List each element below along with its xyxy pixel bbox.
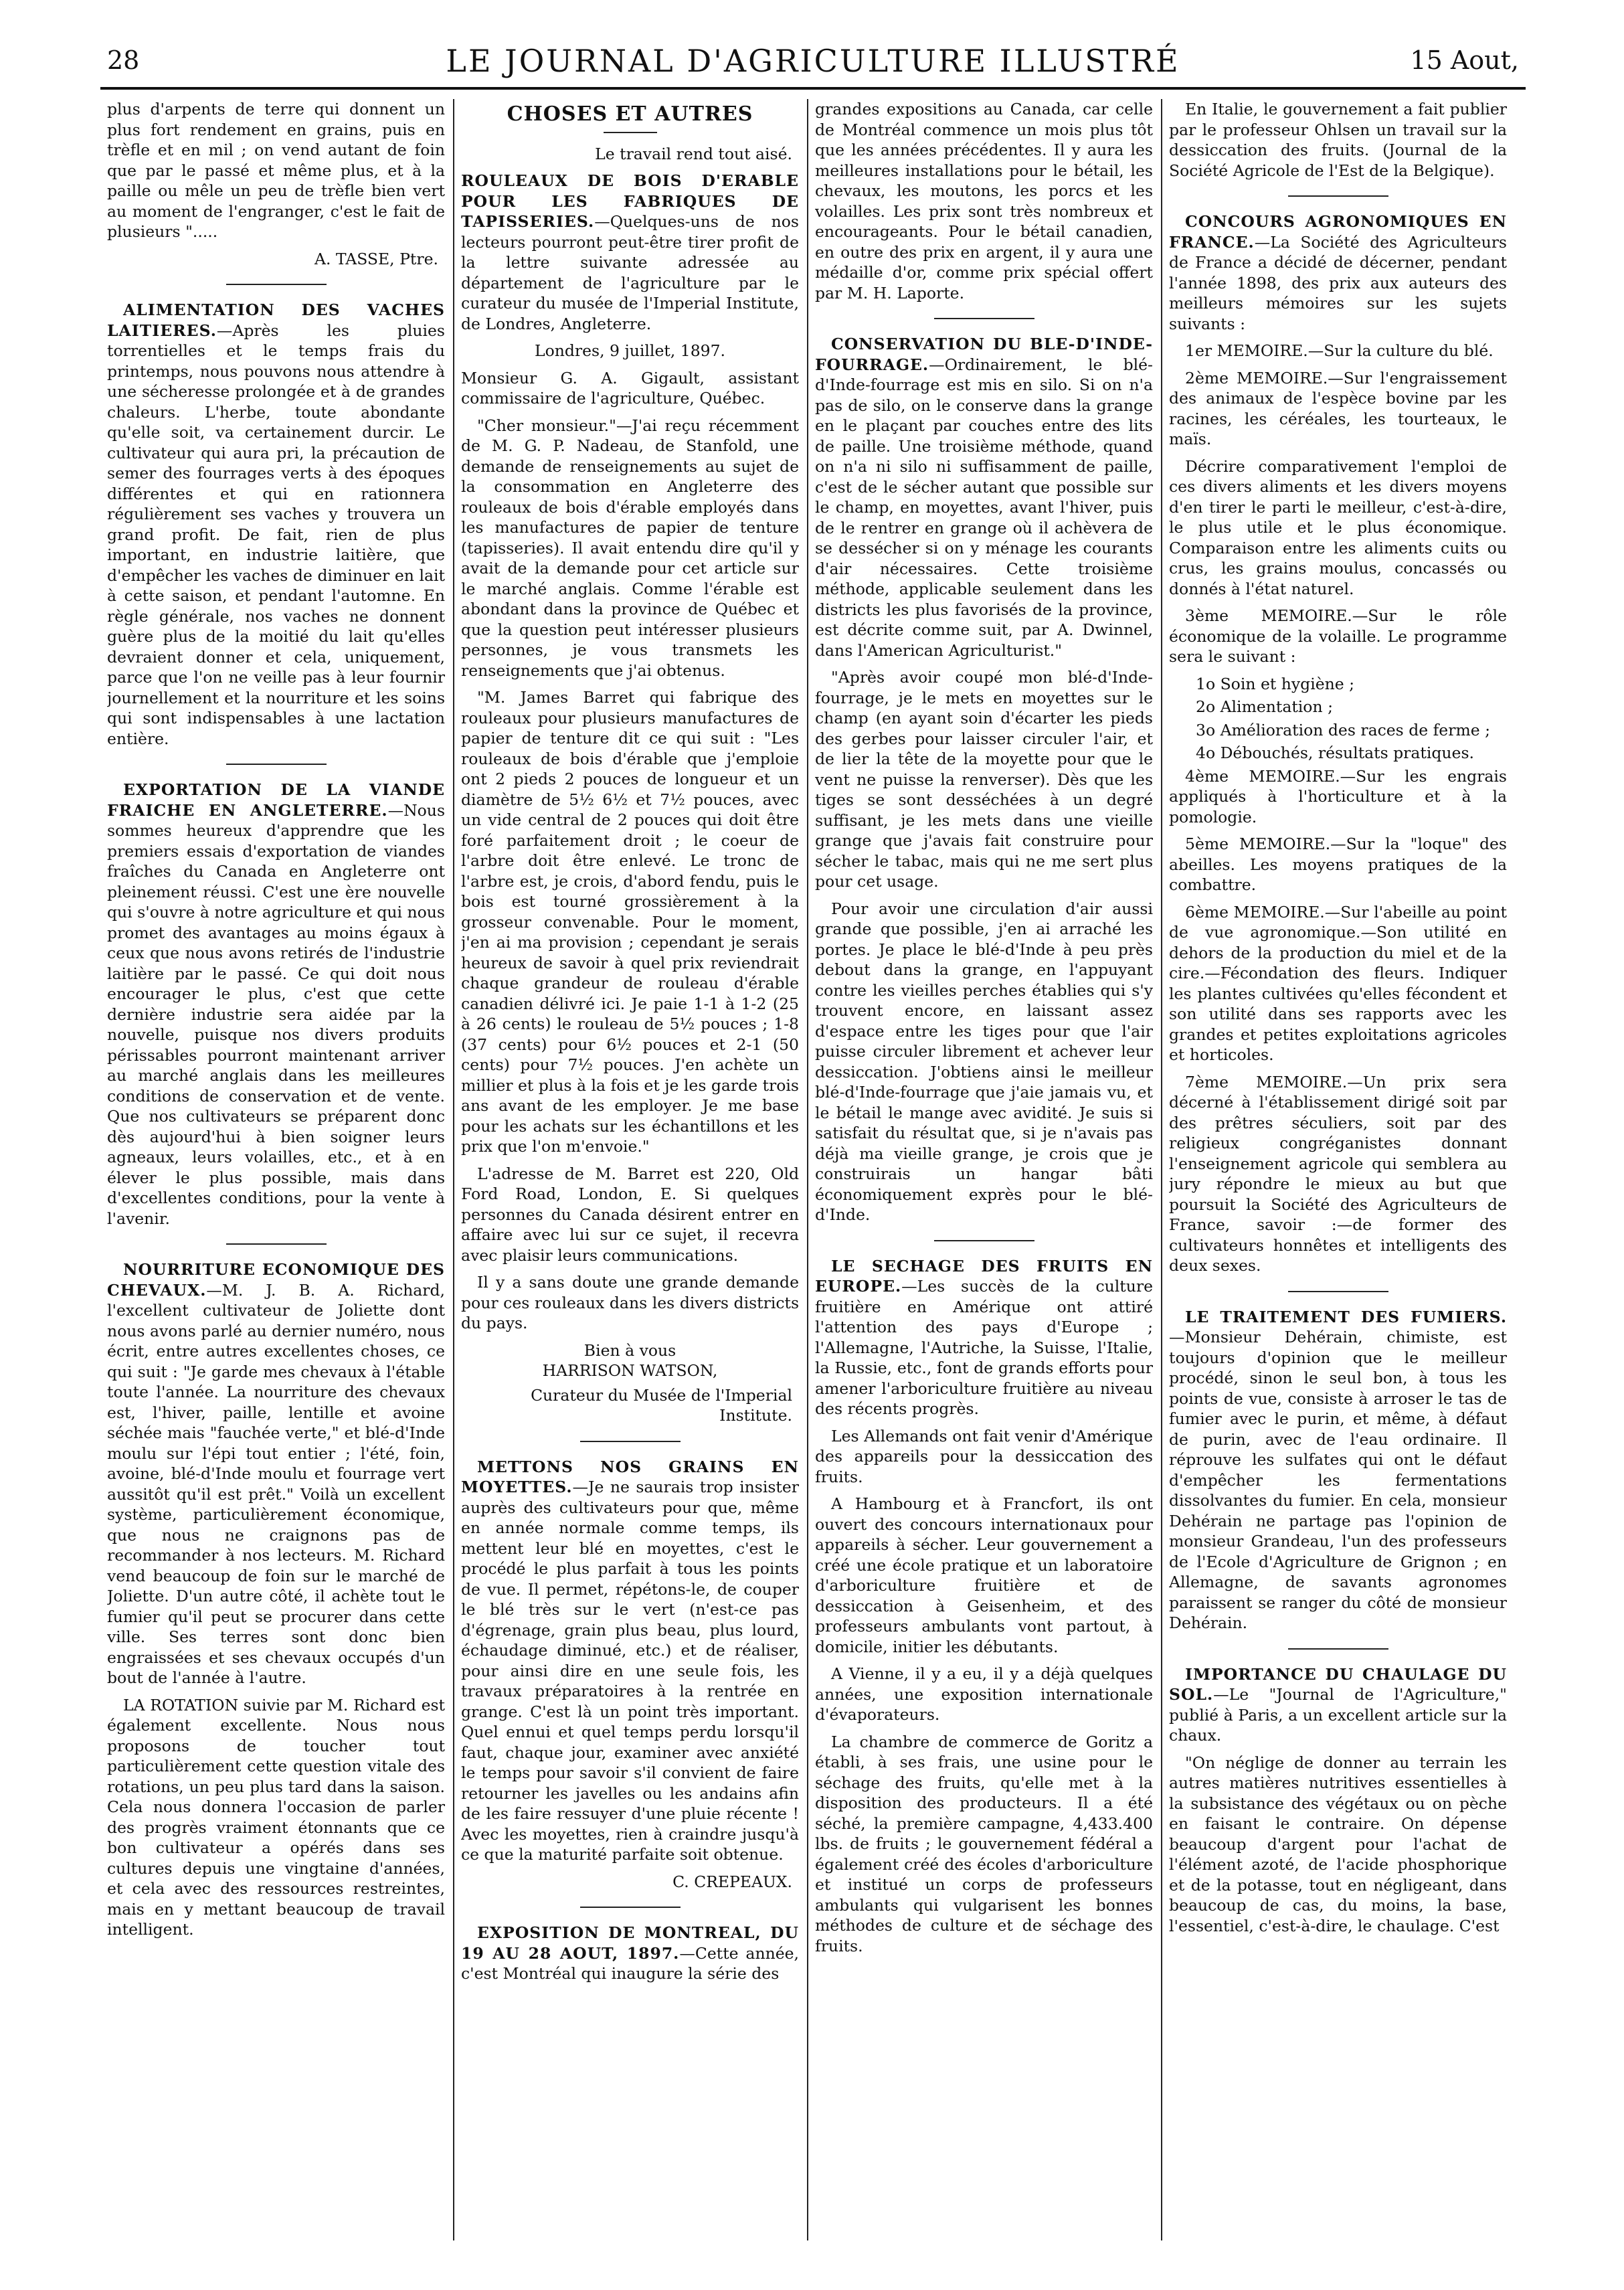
separator: [226, 1243, 327, 1245]
article-body: —Les succès de la culture fruitière en Amérique ont attiré l'attention des pays d'Europe ; l'Allemagne, l'Autriche, la Suisse, l'Italie, la Russie, etc., font de grands efforts pour amener l'arboriculture fruitière au niveau des récents progrès.: [815, 1277, 1153, 1418]
signer-name: HARRISON WATSON,: [542, 1361, 718, 1380]
paragraph: A Vienne, il y a eu, il y a déjà quelques années, une exposition internationale d'évaporateurs.: [815, 1664, 1153, 1724]
article-body: —La Société des Agriculteurs de France a décidé de décerner, pendant l'année 1898, des prix aux auteurs des meilleurs mémoires sur les sujets suivants :: [1169, 232, 1507, 333]
article-body: —Cette année, c'est Montréal qui inaugure la série des: [461, 1943, 799, 1983]
column-2: [461, 99, 799, 2240]
article-body: —Je ne saurais trop insister auprès des cultivateurs pour que, même en année normale comme temps, ils mettent leur blé en moyettes, c'est le procédé le plus parfait à tous les points de vue. Il permet, répétons-le, de couper le blé très sur le vert (n'est-ce pas d'égrenage, grain plus beau, plus lourd, échaudage diminué, etc.) et de réaliser, pour ainsi dire en une seule fois, les travaux préparatoires à la rentrée en grange. C'est là un point très important. Quel ennui et quel temps perdu lorsqu'il faut, chaque jour, examiner avec anxiété le temps pour savoir s'il convient de faire retourner les javelles ou les andains afin de les faire ressuyer d'une pluie récente ! Avec les moyettes, rien à craindre jusqu'à ce que la maturité parfaite soit obtenue.: [461, 1478, 799, 1864]
article-conservation: [815, 334, 1153, 660]
paragraph: A Hambourg et à Francfort, ils ont ouvert des concours internationaux pour appareils à sécher. Leur gouvernement a créé une école pratique et un laboratoire d'arboriculture fruitière et de dessiccation à Geisenheim, et des professeurs ambulants vont partout, à domicile, initier les débutants.: [815, 1494, 1153, 1656]
article-heading: ROULEAUX DE BOIS D'ERABLE POUR LES FABRIQUES DE TAPISSERIES.: [461, 171, 799, 231]
article-exposition: [461, 1923, 799, 1984]
signature: A. TASSE, Ptre.: [314, 249, 438, 268]
column-3: [815, 99, 1153, 2240]
section-heading: CHOSES ET AUTRES: [507, 102, 753, 126]
memoire-item: 5ème MEMOIRE.—Sur la "loque" des abeilles. Les moyens pratiques de la combattre.: [1169, 834, 1507, 894]
article-body: —M. J. B. A. Richard, l'excellent cultivateur de Joliette dont nous avons parlé au dernier numéro, nous écrit, entre autres excellentes choses, ce qui suit : "Je garde mes chevaux à l'étable toute l'année. La nourriture des chevaux est, l'hiver, paille, lentille et avoine séchée mais "fauchée verte," et blé-d'Inde moulu sur l'épi tout entier ; l'été, foin, avoine, blé-d'Inde moulu et fourrage vert aussitôt qu'il est prêt." Voilà un excellent système, particulièrement économique, que nous ne craignons pas de recommander à nos lecteurs. M. Richard vend beaucoup de foin sur le marché de Joliette. D'un autre côté, il achète tout le fumier qu'il peut se procurer dans cette ville. Ses terres sont donc bien engraissées et ses chevaux occupés d'un bout de l'année à l'autre.: [107, 1280, 445, 1687]
article-heading: EXPOSITION DE MONTREAL, DU 19 AU 28 AOUT, 1897.: [461, 1923, 799, 1963]
paragraph: La chambre de commerce de Goritz a établi, à ses frais, une usine pour le séchage des fruits, qu'elle met à la disposition des producteurs. Il a été séché, la première campagne, 4,433.400 lbs. de fruits ; le gouvernement fédéral a également créé des écoles d'arboriculture et institué un corps de professeurs ambulants qui vulgarisent les bonnes méthodes de culture et de séchage des fruits.: [815, 1732, 1153, 1955]
article-heading: LE SECHAGE DES FRUITS EN EUROPE.: [815, 1256, 1153, 1296]
column-rule: [1161, 99, 1162, 2240]
column-rule: [807, 99, 808, 2240]
separator: [934, 318, 1034, 319]
paragraph: Les Allemands ont fait venir d'Amérique des appareils pour la dessiccation des fruits.: [815, 1426, 1153, 1486]
article-heading: EXPORTATION DE LA VIANDE FRAICHE EN ANGLETERRE.: [107, 780, 445, 820]
issue-date: 15 Aout,: [1410, 46, 1519, 75]
memoire-item: 3ème MEMOIRE.—Sur le rôle économique de la volaille. Le programme sera le suivant :: [1169, 606, 1507, 666]
separator: [580, 1441, 681, 1442]
paragraph: Il y a sans doute une grande demande pour ces rouleaux dans les divers districts du pays.: [461, 1273, 799, 1332]
separator: [604, 132, 657, 133]
paragraph: "Cher monsieur."—J'ai reçu récemment de M. G. P. Nadeau, de Stanfold, une demande de renseignements au sujet de la consommation en Angleterre des rouleaux de bois d'érable employés dans les manufactures de papier de tenture (tapisseries). Il avait entendu dire qu'il y avait de la demande pour cet article sur le marché anglais. Comme l'érable est abondant dans la province de Québec et que la question peut intéresser plusieurs personnes, je vous transmets les renseignements que j'ai obtenus.: [461, 416, 799, 680]
memoire-item: 7ème MEMOIRE.—Un prix sera décerné à l'établissement dirigé soit par des prêtres séculiers, soit par des religieux congréganistes donnant l'enseignement agricole qui semblera au jury répondre le mieux au but que poursuit la Société des Agriculteurs de France, savoir :—de former des cultivateurs honnêtes et intelligents des deux sexes.: [1169, 1072, 1507, 1275]
paragraph: "M. James Barret qui fabrique des rouleaux pour plusieurs manufactures de papier de tenture dit ce qui suit : "Les rouleaux de bois d'érable que j'emploie ont 2 pieds 2 pouces de longueur et un diamètre de 5½ 6½ et 7½ pouces, avec un vide central de 2 pouces qui doit être foré parfaitement droit ; le coeur de l'arbre doit être enlevé. Le tronc de l'arbre est, je crois, d'abord fendu, puis le bois est tourné grossièrement à la grosseur convenable. Pour le moment, j'en ai ma provision ; cependant je serais heureux de savoir à quel prix reviendrait chaque grandeur de rouleau d'érable canadien délivré ici. Je paie 1-1 à 1-2 (25 à 26 cents) le rouleau de 5½ pouces ; 1-8 (37 cents) pour 6½ pouces et 2-1 (50 cents) pour 7½ pouces. J'en achète un millier et plus à la fois et je les garde trois ans avant de les employer. Je me base pour les achats sur les échantillons et les prix que l'on m'envoie.": [461, 688, 799, 1156]
article-concours: [1169, 211, 1507, 334]
page-number: 28: [107, 46, 140, 75]
article-alimentation: [107, 300, 445, 749]
article-heading: CONSERVATION DU BLE-D'INDE-FOURRAGE.: [815, 335, 1153, 374]
memoire-item: 1er MEMOIRE.—Sur la culture du blé.: [1185, 341, 1494, 360]
list-item: 2o Alimentation ;: [1196, 697, 1333, 716]
address: Monsieur G. A. Gigault, assistant commissaire de l'agriculture, Québec.: [461, 368, 799, 408]
list-item: 3o Amélioration des races de ferme ;: [1196, 720, 1491, 739]
article-fumiers: [1169, 1307, 1507, 1634]
paragraph: grandes expositions au Canada, car celle de Montréal commence un mois plus tôt que les années précédentes. Il y aura les meilleures installations pour le bétail, les chevaux, les moutons, les porcs et les volailles. Les prix sont très nombreux et encourageants. Pour le bétail canadien, en outre des prix en argent, il y aura une médaille d'or, comme prix spécial offert par M. H. Laporte.: [815, 100, 1153, 302]
masthead: [100, 40, 1526, 90]
article-body: —Nous sommes heureux d'apprendre que les premiers essais d'exportation de viandes fraîches du Canada en Angleterre ont pleinement réussi. C'est une ère nouvelle qui s'ouvre à notre agriculture et qui nous promet des avantages au moins égaux à ceux que nous avons retirés de l'industrie laitière par le passé. Ce qui doit nous encourager le plus, c'est que cette dernière industrie sera aidée par la nouvelle, puisque nos divers produits périssables pourront maintenant arriver au marché anglais dans les meilleures conditions de conservation et de vente. Que nos cultivateurs se préparent donc dès aujourd'hui à bien soigner leurs agneaux, leurs volailles, etc., et à en élever le plus possible, mais dans d'excellentes conditions, pour la vente à l'avenir.: [107, 800, 445, 1228]
separator: [1288, 195, 1388, 197]
article-body: —Ordinairement, le blé-d'Inde-fourrage est mis en silo. Si on n'a pas de silo, on le conserve dans la grange en le plaçant par couches entre des lits de paille. Une troisième méthode, quand on n'a ni silo ni suffisamment de paille, c'est de le sécher autant que possible sur le champ, en moyettes, avant l'hiver, puis de le rentrer en grange où il achèvera de se dessécher si on y ménage les courants d'air nécessaires. Cette troisième méthode, applicable seulement dans les districts les plus favorisés de la province, est décrite comme suit, par A. Dwinnel, dans l'American Agriculturist.": [815, 355, 1153, 660]
article-rouleaux: [461, 171, 799, 334]
closing: Bien à vous: [583, 1340, 676, 1360]
separator: [580, 1907, 681, 1908]
signature: C. CREPEAUX.: [672, 1872, 792, 1891]
separator: [1288, 1648, 1388, 1650]
list-item: 4o Débouchés, résultats pratiques.: [1196, 743, 1474, 762]
article-heading: NOURRITURE ECONOMIQUE DES CHEVAUX.: [107, 1260, 445, 1300]
article-body: —Après les pluies torrentielles et le temps frais du printemps, nous pouvons nous attendre à une sécheresse prolongée et à de grandes chaleurs. L'herbe, toute abondante qu'elle soit, va certainement durcir. Le cultivateur qui aura pri, la précaution de semer des fourrages verts à des époques différentes et qui en rationnera régulièrement ses vaches y trouvera un grand profit. De fait, rien de plus important, en industrie laitière, que d'empêcher les vaches de diminuer en lait à cette saison, et pendant l'automne. En règle générale, nos vaches ne donnent guère plus de la moitié du lait qu'elles devraient donner et cela, uniquement, parce que l'on ne veille pas à leur fournir journellement et la nourriture et les soins qui sont indispensables à une lactation entière.: [107, 321, 445, 748]
paragraph: "Après avoir coupé mon blé-d'Inde-fourrage, je le mets en moyettes sur le champ (en ayant soin d'écarter les pieds des gerbes pour laisser circuler l'air, et de lier la tête de la moyette pour que le vent ne puisse la renverser). Dès que les tiges se sont desséchées à un degré suffisant, je les mets dans une vieille grange que j'avais fait construire pour sécher le tabac, mais qui ne me sert plus pour cet usage.: [815, 668, 1153, 891]
article-body: —Quelques-uns de nos lecteurs pourront peut-être tirer profit de la lettre suivante adressée au département de l'agriculture par le curateur du musée de l'Imperial Institute, de Londres, Angleterre.: [461, 212, 799, 333]
memoire-item: 6ème MEMOIRE.—Sur l'abeille au point de vue agronomique.—Son utilité en dehors de la production du miel et de la cire.—Fécondation des fleurs. Indiquer les plantes cultivées qu'elles fécondent et son utilité dans ses rapports avec les grandes et petites exploitations agricoles et horticoles.: [1169, 902, 1507, 1064]
column-4: [1169, 99, 1507, 2240]
article-sechage: [815, 1256, 1153, 1419]
dateline: Londres, 9 juillet, 1897.: [534, 341, 726, 360]
separator: [226, 284, 327, 285]
paragraph: Décrire comparativement l'emploi de ces divers aliments et les divers moyens d'en tirer le parti le meilleur, c'est-à-dire, le plus utile et le plus économique. Comparaison entre les aliments cuits ou crus, les grains moulus, concassés ou donnés à l'état naturel.: [1169, 456, 1507, 598]
separator: [1288, 1291, 1388, 1292]
paragraph: L'adresse de M. Barret est 220, Old Ford Road, London, E. Si quelques personnes du Canada désirent entrer en affaire avec lui sur ce sujet, il recevra avec plaisir leurs communications.: [461, 1164, 799, 1265]
paragraph: Pour avoir une circulation d'air aussi grande que possible, j'en ai arraché les portes. Je place le blé-d'Inde à peu près debout dans la grange, en l'appuyant contre les vieilles perches établies qui s'y trouvent encore, en laissant assez d'espace entre les tiges pour que l'air puisse circuler librement et achever leur dessiccation. J'obtiens ainsi le meilleur blé-d'Inde-fourrage que j'aie jamais vu, et le bétail le mange avec avidité. Je suis si satisfait du résultat que, si je n'avais pas déjà ma vieille grange, je crois que je construirais un hangar bâti économiquement exprès pour le blé-d'Inde.: [815, 899, 1153, 1224]
motto: Le travail rend tout aisé.: [595, 144, 792, 163]
program-list: [1169, 674, 1507, 764]
article-body: —Le "Journal de l'Agriculture," publié à Paris, a un excellent article sur la chaux.: [1169, 1685, 1507, 1745]
article-nourriture: [107, 1259, 445, 1688]
separator: [934, 1240, 1034, 1241]
article-heading: ALIMENTATION DES VACHES LAITIERES.: [107, 300, 445, 340]
paragraph: En Italie, le gouvernement a fait publier par le professeur Ohlsen un travail sur la dessiccation des fruits. (Journal de la Société Agricole de l'Est de la Belgique).: [1169, 100, 1507, 180]
paragraph: LA ROTATION suivie par M. Richard est également excellente. Nous nous proposons de toucher tout particulièrement cette question vitale des rotations, un peu plus tard dans la saison. Cela nous donnera l'occasion de parler des progrès vraiment étonnants que ce bon cultivateur a opérés dans ses cultures depuis une vingtaine d'années, et cela avec des ressources restreintes, mais en y mettant beaucoup de travail intelligent.: [107, 1695, 445, 1939]
column-rule: [453, 99, 454, 2240]
signer-title: Curateur du Musée de l'Imperial Institute.: [531, 1385, 792, 1425]
journal-title: LE JOURNAL D'AGRICULTURE ILLUSTRÉ: [446, 43, 1180, 79]
memoire-item: 2ème MEMOIRE.—Sur l'engraissement des animaux de l'espèce bovine par les racines, les céréales, les tourteaux, le maïs.: [1169, 368, 1507, 448]
paragraph: plus d'arpents de terre qui donnent un plus fort rendement en grains, puis en trèfle et en mil ; on vend autant de foin que par le passé et même plus, et à la paille ou mêle un peu de trèfle bien vert au moment de l'engranger, c'est le fait de plusieurs ".....: [107, 100, 445, 241]
article-heading: CONCOURS AGRONOMIQUES EN FRANCE.: [1169, 212, 1507, 252]
article-chaulage: [1169, 1664, 1507, 1746]
separator: [226, 764, 327, 765]
article-moyettes: [461, 1457, 799, 1865]
memoire-item: 4ème MEMOIRE.—Sur les engrais appliqués à l'horticulture et à la pomologie.: [1169, 766, 1507, 826]
paragraph: "On néglige de donner au terrain les autres matières nutritives essentielles à la subsistance des végétaux ou on pèche en faisant le contraire. On dépense beaucoup d'argent pour l'achat de l'élément azoté, de l'acide phosphorique et de la potasse, tout en négligeant, dans beaucoup de cas, du moins, la base, l'essentiel, c'est-à-dire, le chaulage. C'est: [1169, 1753, 1507, 1935]
column-1: [107, 99, 445, 2240]
article-heading: LE TRAITEMENT DES FUMIERS.: [1185, 1307, 1507, 1326]
list-item: 1o Soin et hygiène ;: [1196, 674, 1355, 693]
article-heading: IMPORTANCE DU CHAULAGE DU SOL.: [1169, 1664, 1507, 1704]
article-exportation: [107, 780, 445, 1229]
article-body: —Monsieur Dehérain, chimiste, est toujours d'opinion que le meilleur procédé, sinon le seul bon, à tous les points de vue, consiste à arroser le tas de fumier avec le purin, et même, à défaut de purin, avec de l'eau ordinaire. Il réprouve les sulfates qui ont le défaut d'empêcher les fermentations dissolvantes du fumier. En cela, monsieur Dehérain ne partage pas l'opinion de monsieur Grandeau, l'un des professeurs de l'Ecole d'Agriculture de Grignon ; en Allemagne, de savants agronomes paraissent se ranger du côté de monsieur Dehérain.: [1169, 1328, 1507, 1632]
article-heading: METTONS NOS GRAINS EN MOYETTES.: [461, 1457, 799, 1496]
